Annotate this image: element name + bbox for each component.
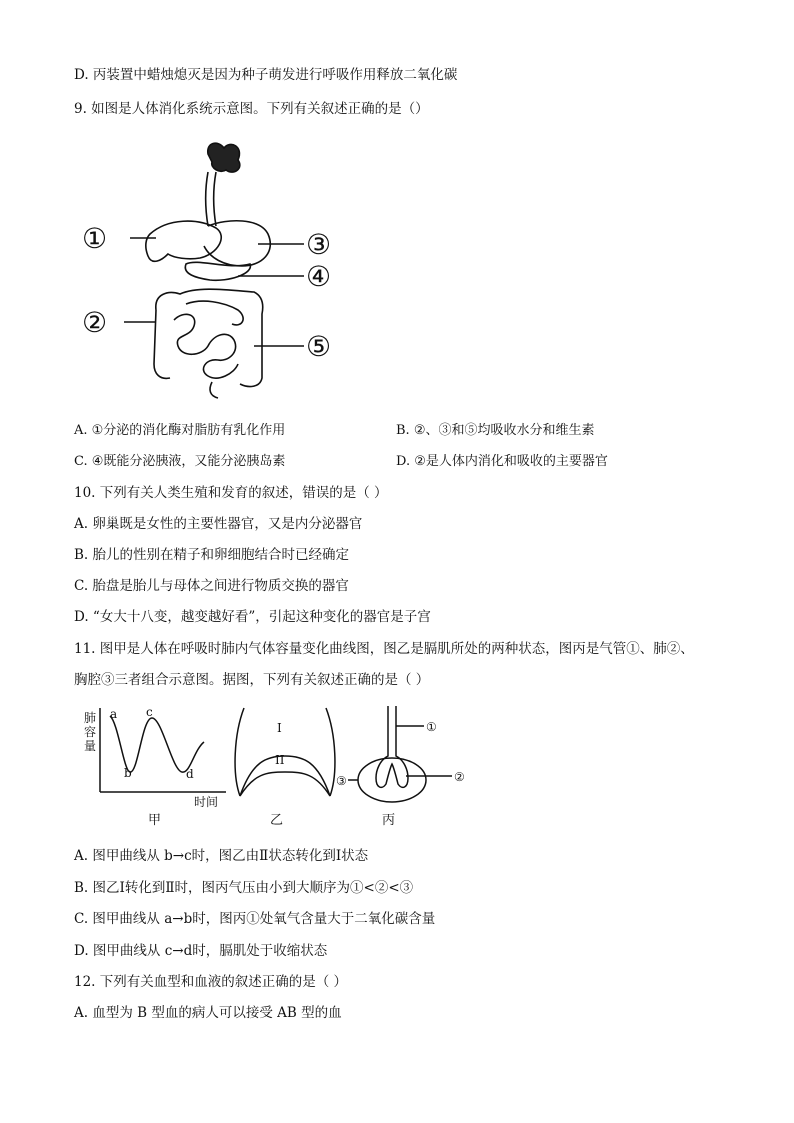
jia-xlabel: 时间	[194, 795, 219, 809]
jia-point-a: a	[110, 707, 118, 721]
q11-stem-line1: 11. 图甲是人体在呼吸时肺内气体容量变化曲线图，图乙是膈肌所处的两种状态，图丙是气管①、肺②、	[74, 641, 694, 657]
jia-point-c: c	[146, 705, 153, 719]
q10-stem: 10. 下列有关人类生殖和发育的叙述，错误的是（ ）	[74, 485, 388, 501]
fig-jia-lung-volume-curve	[76, 704, 236, 830]
digestive-system-figure	[78, 134, 348, 404]
q9-option-a: A. ①分泌的消化酶对脂肪有乳化作用	[74, 423, 286, 438]
q10-option-a: A. 卵巢既是女性的主要性器官，又是内分泌器官	[74, 516, 363, 532]
jia-point-d: d	[186, 767, 194, 781]
jia-point-b: b	[124, 766, 132, 780]
yi-state-1: I	[277, 721, 282, 735]
q8-option-d: D. 丙装置中蜡烛熄灭是因为种子萌发进行呼吸作用释放二氧化碳	[74, 67, 458, 83]
bing-label-2: ②	[454, 770, 465, 784]
q11-option-d: D. 图甲曲线从 c→d时，膈肌处于收缩状态	[74, 943, 328, 959]
q11-option-a: A. 图甲曲线从 b→c时，图乙由Ⅱ状态转化到Ⅰ状态	[74, 848, 369, 864]
q11-stem-line2: 胸腔③三者组合示意图。据图，下列有关叙述正确的是（ ）	[74, 672, 430, 688]
q9-stem: 9. 如图是人体消化系统示意图。下列有关叙述正确的是（）	[74, 101, 429, 117]
q12-option-a: A. 血型为 B 型血的病人可以接受 AB 型的血	[74, 1005, 342, 1021]
q9-option-d: D. ②是人体内消化和吸收的主要器官	[396, 454, 608, 469]
q9-option-c: C. ④既能分泌胰液，又能分泌胰岛素	[74, 454, 286, 469]
fig9-label-2: ②	[82, 306, 108, 339]
q11-option-c: C. 图甲曲线从 a→b时，图丙①处氧气含量大于二氧化碳含量	[74, 911, 436, 927]
q10-option-b: B. 胎儿的性别在精子和卵细胞结合时已经确定	[74, 547, 350, 563]
q9-option-b: B. ②、③和⑤均吸收水分和维生素	[396, 423, 595, 438]
bing-caption: 丙	[382, 813, 396, 828]
yi-caption: 乙	[270, 813, 284, 828]
q10-option-c: C. 胎盘是胎儿与母体之间进行物质交换的器官	[74, 578, 349, 594]
q11-option-b: B. 图乙Ⅰ转化到Ⅱ时，图丙气压由小到大顺序为①<②<③	[74, 880, 414, 896]
fig9-label-4: ④	[306, 260, 332, 293]
fig-yi-diaphragm-states	[230, 704, 340, 830]
fig-bing-trachea-lung-chest	[334, 704, 474, 830]
jia-caption: 甲	[148, 813, 162, 828]
jia-ylabel-2: 容	[84, 725, 97, 739]
bing-label-1: ①	[426, 720, 437, 734]
bing-label-3: ③	[336, 774, 347, 788]
yi-state-2: II	[275, 753, 285, 767]
fig9-label-5: ⑤	[306, 330, 332, 363]
q10-option-d: D. “女大十八变，越变越好看”，引起这种变化的器官是子宫	[74, 609, 431, 625]
fig9-label-3: ③	[306, 228, 332, 261]
fig9-label-1: ①	[82, 222, 108, 255]
jia-ylabel-1: 肺	[84, 711, 97, 725]
jia-ylabel-3: 量	[84, 739, 97, 753]
q12-stem: 12. 下列有关血型和血液的叙述正确的是（ ）	[74, 974, 348, 990]
